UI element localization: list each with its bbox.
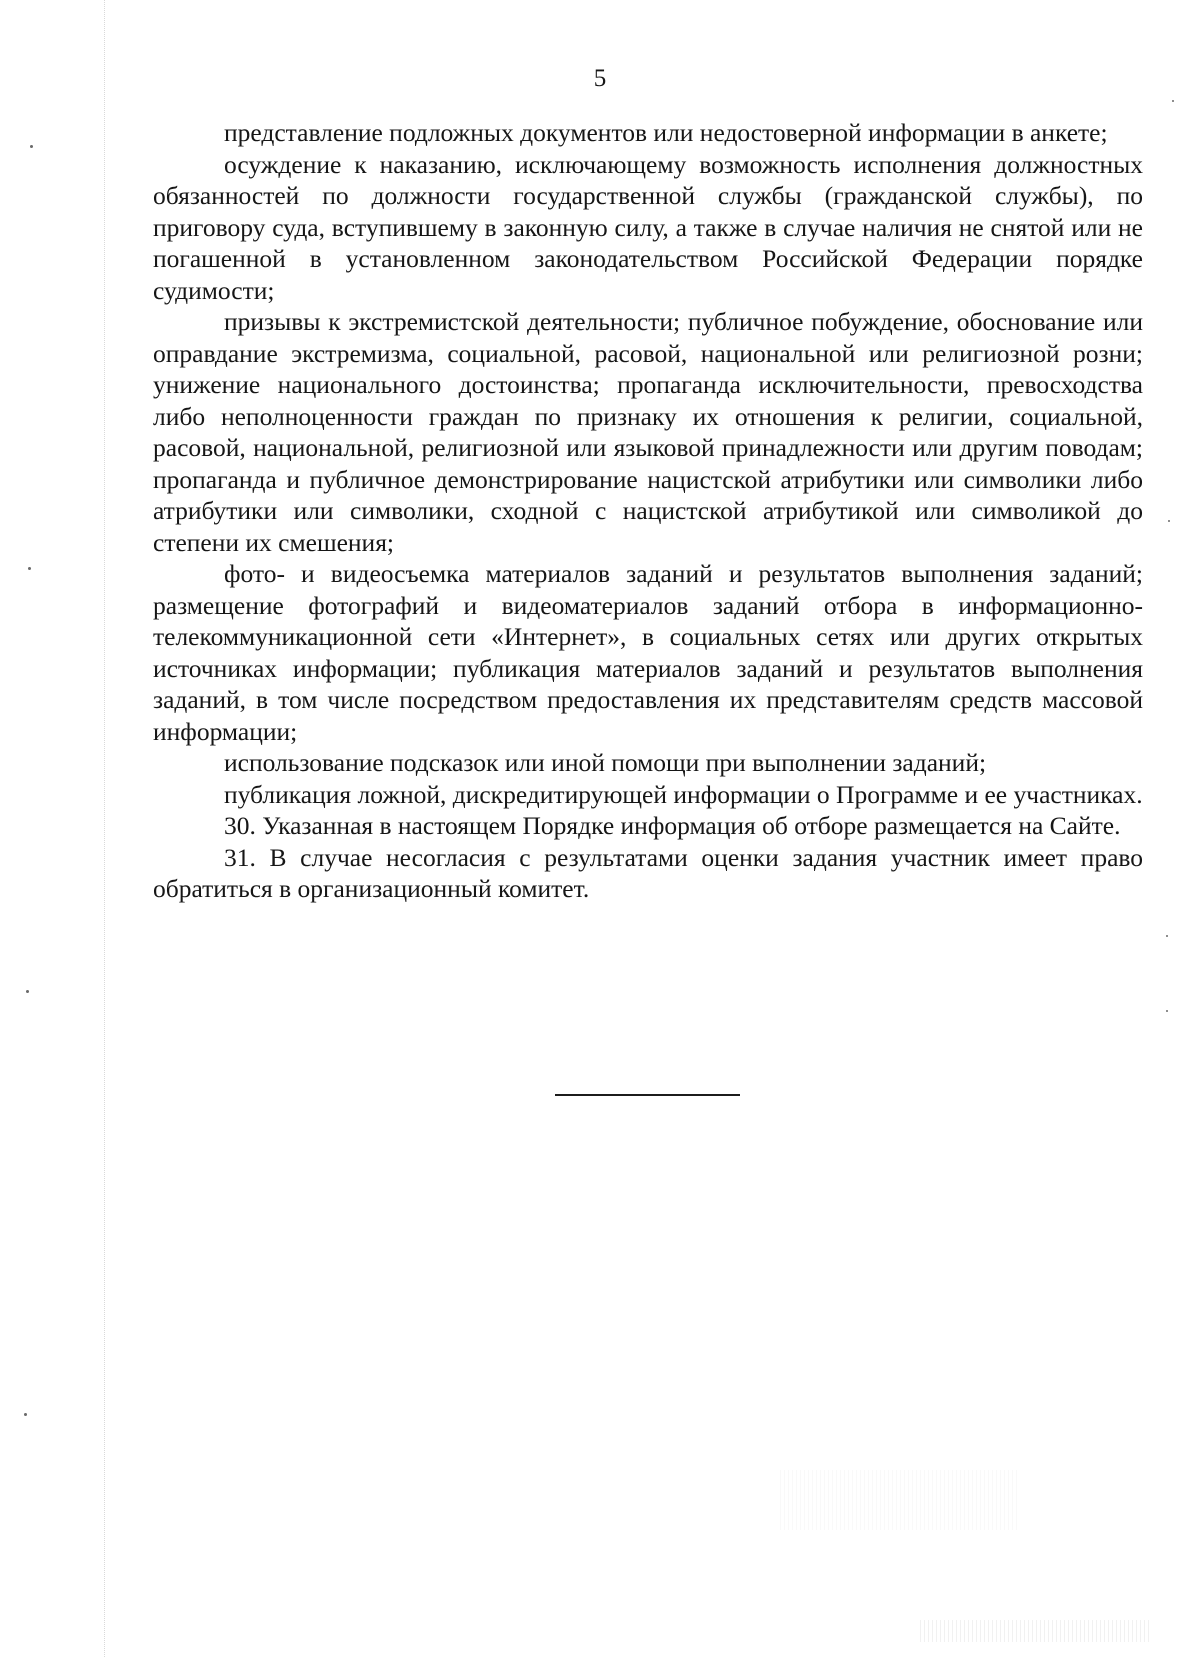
scan-speck <box>30 145 33 148</box>
scan-speck <box>1166 935 1168 937</box>
paragraph-item-30: 30. Указанная в настоящем Порядке информация об отборе размещается на Сайте. <box>224 811 1121 840</box>
scan-speck <box>26 990 29 993</box>
paragraph-photo-video: фото- и видеосъемка материалов заданий и результатов выполнения заданий; размещение фотографий и видеоматериалов заданий отбора в информационно-телекоммуникационной сети «Интернет», в социальных сетях или других открытых источниках информации; публикация материалов заданий и результатов выполнения заданий, в том числе посредством предоставления их представителям средств массовой информации; <box>153 559 1143 746</box>
paragraph-extremism: призывы к экстремистской деятельности; публичное побуждение, обоснование или оправдание экстремизма, социальной, расовой, национальной или религиозной розни; унижение национального достоинства; пропаганда исключительности, превосходства либо неполноценности граждан по признаку их отношения к религии, социальной, расовой, национальной, религиозной или языковой принадлежности или другим поводам; пропаганда и публичное демонстрирование нацистской атрибутики или символики либо атрибутики или символики, сходной с нацистской атрибутикой или символикой до степени их смешения; <box>153 307 1143 557</box>
paragraph-hints: использование подсказок или иной помощи при выполнении заданий; <box>224 748 987 777</box>
scan-noise <box>780 1470 1020 1530</box>
page-number: 5 <box>593 65 607 92</box>
scan-speck <box>1166 1010 1168 1012</box>
scan-speck <box>1168 520 1170 522</box>
scan-speck <box>1172 100 1174 102</box>
scan-binding-line <box>104 0 105 1657</box>
scan-speck <box>24 1413 27 1416</box>
paragraph-item-31: 31. В случае несогласия с результатами оценки задания участник имеет право обратиться в организационный комитет. <box>153 842 1143 903</box>
scan-speck <box>28 567 31 570</box>
end-of-text-rule <box>555 1094 740 1096</box>
paragraph-forged-documents: представление подложных документов или недостоверной информации в анкете; <box>224 118 1108 147</box>
paragraph-false-information: публикация ложной, дискредитирующей информации о Программе и ее участниках. <box>224 779 1143 809</box>
scan-noise <box>920 1620 1150 1642</box>
document-body <box>153 117 1143 905</box>
paragraph-criminal-conviction: осуждение к наказанию, исключающему возможность исполнения должностных обязанностей по должности государственной службы (гражданской службы), по приговору суда, вступившему в законную силу, а также в случае наличия не снятой или не погашенной в установленном законодательством Российской Федерации порядке судимости; <box>153 149 1143 305</box>
